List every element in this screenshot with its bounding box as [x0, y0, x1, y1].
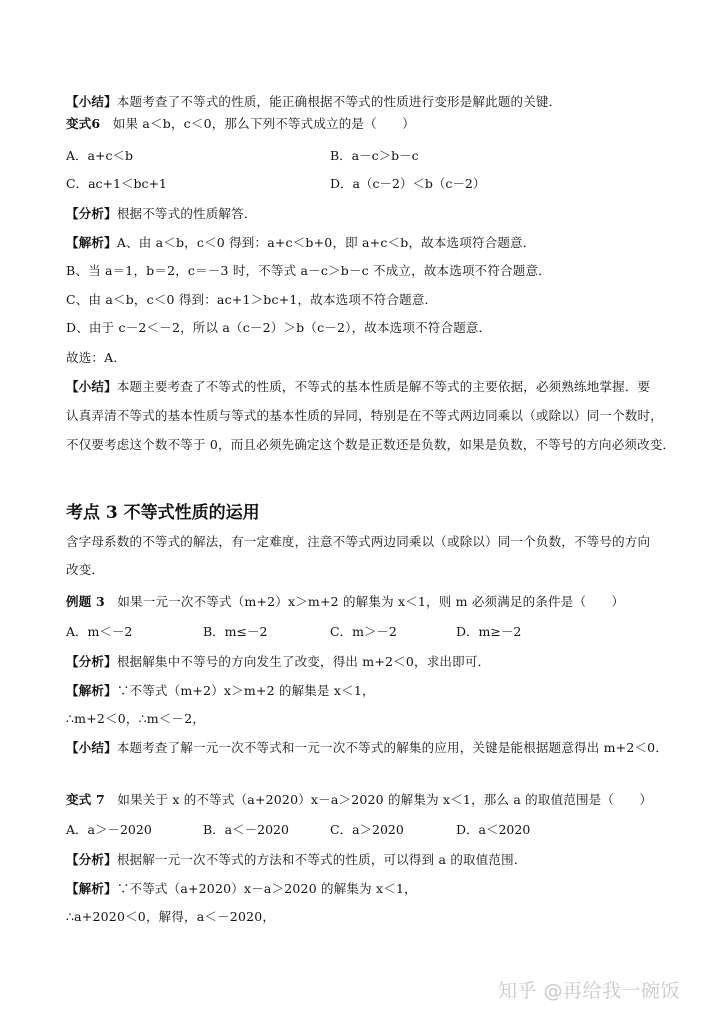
summary-2-line-2: 认真弄清不等式的基本性质与等式的基本性质的异同，特别是在不等式两边同乘以（或除以）同一个数时， — [66, 408, 663, 423]
variant-7-tag: 变式 7 — [66, 792, 105, 807]
analysis-tag: 【分析】 — [66, 852, 117, 867]
summary-text: 本题主要考查了不等式的性质，不等式的基本性质是解不等式的主要依据，必须熟练地掌握．要 — [116, 379, 651, 394]
variant-7-text: 如果关于 x 的不等式（a+2020）x－a＞2020 的解集为 x＜1，那么 a 的取值范围是（ ） — [117, 792, 653, 807]
example-3-tag: 例题 3 — [66, 594, 105, 609]
example-3-analysis — [66, 654, 490, 670]
solution-tag: 【解析】 — [66, 235, 117, 250]
summary-tag: 【小结】 — [66, 379, 117, 394]
example-3-option-d: D．m≥－2 — [456, 624, 522, 639]
intro-line-1: 含字母系数的不等式的解法，有一定难度，注意不等式两边同乘以（或除以）同一个负数，不等号的方向 — [66, 534, 651, 549]
analysis-text: 根据不等式的性质解答． — [116, 206, 257, 221]
example-3-summary — [66, 740, 668, 756]
summary-2-line-3: 不仅要考虑这个数不等于 0，而且必须先确定这个数是正数还是负数，如果是负数，不等号的方向必须改变． — [66, 437, 676, 452]
analysis-text: 根据解集中不等号的方向发生了改变，得出 m+2＜0，求出即可． — [116, 654, 491, 669]
variant-6-answer: 故选：A． — [66, 350, 127, 365]
solution-text: ∵不等式（m+2）x＞m+2 的解集是 x＜1， — [116, 683, 375, 698]
variant-6-option-b: B．a－c＞b－c — [330, 148, 419, 163]
variant-6-option-d: D．a（c－2）＜b（c－2） — [330, 176, 486, 191]
variant-6-question — [66, 116, 415, 132]
variant-6-text: 如果 a＜b，c＜0，那么下列不等式成立的是（ ） — [112, 116, 415, 131]
summary-tag: 【小结】 — [66, 94, 117, 109]
intro-line-2: 改变． — [66, 562, 105, 577]
variant-6-analysis — [66, 206, 257, 222]
variant-7-solution-line-2: ∴a+2020＜0，解得，a＜－2020， — [66, 909, 276, 924]
variant-7-question — [66, 792, 652, 808]
summary-1 — [66, 94, 561, 110]
summary-text: 本题考查了不等式的性质，能正确根据不等式的性质进行变形是解此题的关键． — [116, 94, 562, 109]
variant-6-option-a: A．a+c＜b — [66, 148, 133, 163]
variant-7-option-a: A．a＞－2020 — [66, 822, 152, 837]
solution-tag: 【解析】 — [66, 683, 117, 698]
analysis-tag: 【分析】 — [66, 654, 117, 669]
example-3-option-c: C．m＞－2 — [330, 624, 397, 639]
summary-tag: 【小结】 — [66, 740, 117, 755]
example-3-solution-line-2: ∴m+2＜0，∴m＜－2， — [66, 711, 206, 726]
variant-7-analysis — [66, 852, 527, 868]
watermark: 知乎 @再给我一碗饭 — [498, 980, 681, 1002]
variant-7-option-c: C．a＞2020 — [330, 822, 404, 837]
summary-2-line-1 — [66, 379, 650, 395]
variant-6-solution-line-4: D、由于 c－2＜－2，所以 a（c－2）＞b（c－2），故本选项不符合题意． — [66, 320, 492, 335]
example-3-option-a: A．m＜－2 — [66, 624, 133, 639]
example-3-option-b: B．m≤－2 — [203, 624, 268, 639]
example-3-solution-line-1 — [66, 683, 375, 699]
example-3-question — [66, 594, 624, 610]
solution-tag: 【解析】 — [66, 881, 117, 896]
section-heading: 考点 3 不等式性质的运用 — [66, 503, 260, 523]
variant-6-solution-line-2: B、当 a＝1，b＝2，c＝－3 时，不等式 a－c＞b－c 不成立，故本选项不符合题意． — [66, 263, 551, 278]
summary-text: 本题考查了解一元一次不等式和一元一次不等式的解集的应用，关键是能根据题意得出 m+2＜0． — [116, 740, 669, 755]
variant-6-solution-line-3: C、由 a＜b，c＜0 得到：ac+1＞bc+1，故本选项不符合题意． — [66, 292, 438, 307]
solution-text: ∵不等式（a+2020）x－a＞2020 的解集为 x＜1， — [116, 881, 417, 896]
solution-text: A、由 a＜b，c＜0 得到：a+c＜b+0，即 a+c＜b，故本选项符合题意． — [116, 235, 536, 250]
analysis-text: 根据解一元一次不等式的方法和不等式的性质，可以得到 a 的取值范围． — [116, 852, 527, 867]
variant-6-option-c: C．ac+1＜bc+1 — [66, 176, 167, 191]
variant-6-solution-line-1 — [66, 235, 535, 251]
variant-7-option-b: B．a＜－2020 — [203, 822, 289, 837]
variant-6-tag: 变式6 — [66, 116, 101, 131]
variant-7-solution-line-1 — [66, 881, 417, 897]
analysis-tag: 【分析】 — [66, 206, 117, 221]
example-3-text: 如果一元一次不等式（m+2）x＞m+2 的解集为 x＜1，则 m 必须满足的条件是（ ） — [117, 594, 625, 609]
variant-7-option-d: D．a＜2020 — [456, 822, 531, 837]
